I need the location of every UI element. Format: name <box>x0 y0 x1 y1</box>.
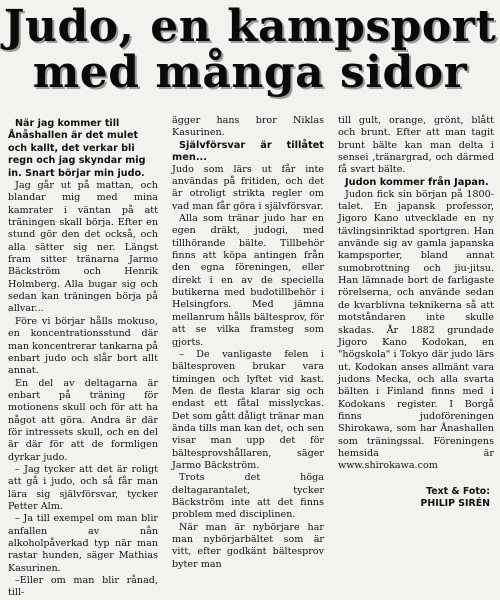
body-paragraph: Judon fick sin början på 1800-talet. En japansk professor, Jigoro Kano utvecklade en ny tävlingsinriktad sportgren. Han använde sig av gamla japanska kampsporter, bland annat sumobrottning och jiu-jitsu. Han lämnade bort de farligaste rörelserna, och använde sedan de kvarblivna teknikerna så att motståndaren inte skulle skadas. År 1882 grundade Jigoro Kano Kodokan, en "högskola" i Tokyo där judo lärs ut. Kodokan anses allmänt vara judons Mecka, och alla svarta bälten i Finland finns med i Kodokans register. I Borgå finns judoföreningen Shirokawa, som har Ånashallen som träningssal. Föreningens hemsida är www.shirokawa.com <box>338 188 494 472</box>
credit-author: PHILIP SIRÉN <box>420 498 490 509</box>
headline-line-2: med många sidor <box>32 47 468 98</box>
column-2 <box>172 115 324 571</box>
quote-paragraph: – Jag tycker att det är roligt att gå i judo, och så får man lära sig självförsvar, tycker Petter Alm. <box>8 463 158 512</box>
body-paragraph: Jag går ut på mattan, och blandar mig med mina kamrater i väntan på att träningen skall börja. Efter en stund gör den det också, och alla sätter sig ner. Längst fram sitter tränarna Jarmo Bäckström och Henrik Holmberg. Alla bugar sig och sedan kan träningen börja på allvar... <box>8 180 158 315</box>
subheading: Judon kommer från Japan. <box>345 176 489 188</box>
lead-paragraph: När jag kommer till Ånåshallen är det mulet och kallt, det verkar bli regn och jag skyndar mig in. Snart börjar min judo. <box>8 118 146 179</box>
body-paragraph: ägger hans bror Niklas Kasurinen. <box>172 115 324 139</box>
column-1 <box>8 118 158 600</box>
body-paragraph: Trots det höga deltagarantalet, tycker Bäckström inte att det finns problem med disciplinen. <box>172 472 324 521</box>
credit-label: Text & Foto: <box>426 486 490 497</box>
body-paragraph: Alla som tränar judo har en egen dräkt, judogi, med tillhörande bälte. Tillbehör finns att köpa antingen från den egna föreningen, eller direkt i en av de speciella butikerna med budotillbehör i Helsingfors. Med jämna mellanrum hålls bältesprov, för att se vilka framsteg som gjorts. <box>172 213 324 348</box>
body-paragraph: Judo som lärs ut får inte användas på fritiden, och det är otroligt strikta regler om vad man får göra i självförsvar. <box>172 163 324 212</box>
quote-paragraph: – De vanligaste felen i bältesproven brukar vara timingen och lyftet vid kast. Men de flesta klarar sig och endast ett fåtal misslyckas. Det som gått dåligt tränar man ända tills man kan det, och sen visar man upp det för bältesprovshållaren, säger Jarmo Bäckström. <box>172 348 324 471</box>
headline-line-1: Judo, en kampsport <box>3 1 497 52</box>
body-paragraph: Före vi börjar hålls mokuso, en koncentrationsstund där man koncentrerar tankarna på enbart judo och slår bort allt annat. <box>8 315 158 377</box>
column-3 <box>338 115 494 473</box>
body-paragraph: till gult, orange, grönt, blått och brunt. Efter att man tagit brunt bälte kan man delta i sensei ,tränargrad, och därmed få svart bälte. <box>338 115 494 176</box>
quote-paragraph: – Ja till exempel om man blir anfallen av nån alkoholpåverkad typ när man rastar hunden, säger Mathias Kasurinen. <box>8 513 158 574</box>
quote-paragraph: –Eller om man blir rånad, till- <box>8 575 158 599</box>
subheading: Självförsvar är tillåtet men... <box>172 139 324 163</box>
photo-credit <box>420 486 490 510</box>
body-paragraph: När man är nybörjare har man nybörjarbältet som är vitt, efter godkänt bältesprov byter man <box>172 521 324 570</box>
body-paragraph: En del av deltagarna är enbart på träning för motionens skull och för att ha något att göra. Andra är där för intressets skull, och en del är där för att de formligen dyrkar judo. <box>8 377 158 463</box>
